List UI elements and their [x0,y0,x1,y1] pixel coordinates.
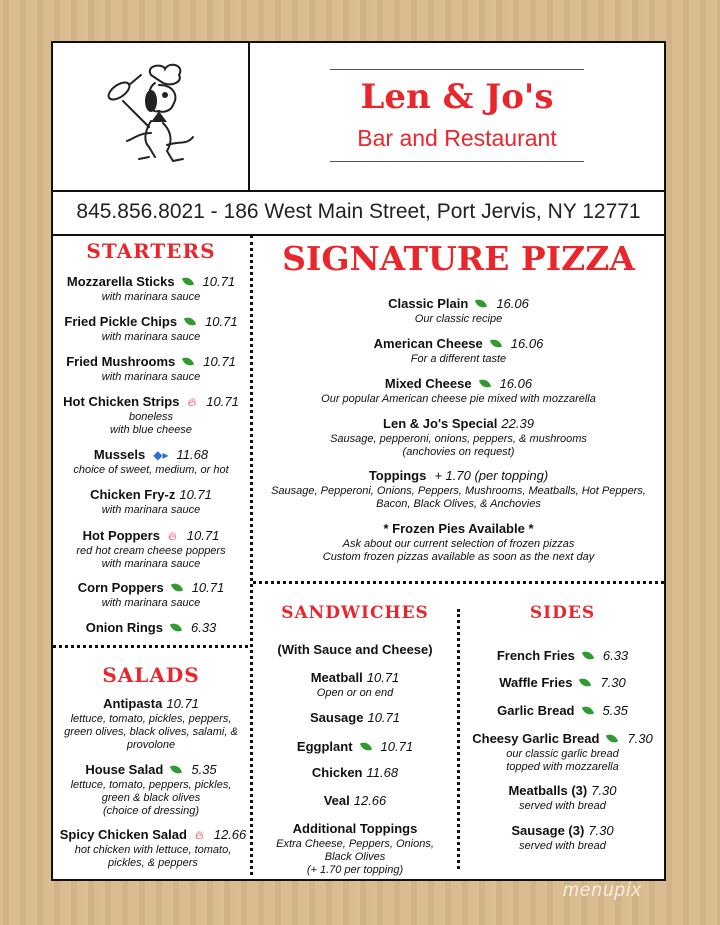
item-description: topped with mozzarella [506,761,619,773]
item-price: 6.33 [190,620,217,635]
item-description: with marinara sauce [101,371,201,383]
menu-item [253,792,457,810]
item-price: 6.33 [602,648,629,663]
menu-item [53,273,249,304]
leaf-icon [475,297,487,311]
menu-item [253,709,457,727]
title-area [250,43,664,190]
chef-dog-icon [93,61,203,171]
item-description: Bacon, Black Olives, & Anchovies [376,498,541,510]
fish-icon: ◆▸ [153,448,169,462]
menu-item [461,674,664,692]
flame-icon: 🔥︎ [194,828,204,842]
menu-item [253,295,664,326]
item-name: Additional Toppings [292,821,418,836]
menu-item [253,520,664,564]
item-description: green olives, black olives, salami, & [64,726,238,738]
item-description: served with bread [519,800,606,812]
item-price: 10.71 [202,274,236,289]
menu-item [253,669,457,700]
item-name: Meatball [310,670,363,685]
menu-item [253,467,664,511]
item-price: 5.35 [191,762,217,777]
logo-area [53,43,250,190]
item-name: Toppings [368,468,427,483]
item-name: Cheesy Garlic Bread [472,731,600,746]
menu-item [253,335,664,366]
menu-item [253,820,457,877]
item-description: lettuce, tomato, peppers, pickles, [70,779,232,791]
item-price: 16.06 [510,336,544,351]
section-divider [53,645,248,648]
leaf-icon [181,275,193,289]
item-price: 12.66 [213,827,247,842]
leaf-icon [170,763,182,777]
section-divider [253,581,664,584]
item-name: House Salad [85,762,164,777]
item-name: Spicy Chicken Salad [59,827,187,842]
leaf-icon [184,315,196,329]
item-price: 10.71 [205,314,238,329]
menu-page [51,41,666,881]
item-description: (anchovies on request) [402,446,515,458]
item-name: Chicken Fry-z [90,487,176,502]
item-price: 10.71 [206,394,239,409]
item-name: Hot Poppers [82,528,160,543]
item-name: Fried Pickle Chips [64,314,178,329]
pizza-title: SIGNATURE PIZZA [282,239,635,278]
menu-item [53,579,249,610]
menu-item [53,761,249,818]
flame-icon: 🔥︎ [167,529,177,543]
sides-title: SIDES [529,603,596,623]
item-description: Our popular American cheese pie mixed with mozzarella [321,393,596,405]
menu-item [461,822,664,853]
restaurant-name: Len & Jo's [360,77,554,117]
item-description: Extra Cheese, Peppers, Onions, [276,838,434,850]
item-name: Fried Mushrooms [66,354,176,369]
item-description: Our classic recipe [414,313,503,325]
sandwiches-note-text: (With Sauce and Cheese) [277,642,433,657]
item-price: 12.66 [353,793,387,808]
contact-bar: 845.856.8021 - 186 West Main Street, Port Jervis, NY 12771 [53,190,664,236]
item-description: Open or on end [316,687,394,699]
leaf-icon [581,704,593,718]
item-description: Sausage, Pepperoni, Onions, Peppers, Mushrooms, Meatballs, Hot Peppers, [271,485,646,497]
item-description: with marinara sauce [101,291,201,303]
item-name: Waffle Fries [499,675,573,690]
item-name: * Frozen Pies Available * [383,521,534,536]
item-name: Len & Jo's Special [383,416,498,431]
item-price: 10.71 [166,696,199,711]
item-description: served with bread [519,840,606,852]
menu-item [53,527,249,571]
item-price: 7.30 [600,675,626,690]
item-price: 10.71 [186,528,220,543]
item-description: (choice of dressing) [103,805,199,817]
item-price: 10.71 [203,354,236,369]
flame-icon: 🔥︎ [187,395,197,409]
menu-item [53,353,249,384]
item-price: 10.71 [191,580,225,595]
leaf-icon [579,676,591,690]
menu-item [253,375,664,406]
title-divider [330,69,584,70]
menu-item [253,738,457,756]
item-description: (+ 1.70 per topping) [306,864,404,876]
item-price: 7.30 [588,823,614,838]
item-description: Custom frozen pizzas available as soon as the next day [322,551,595,563]
item-description: with marinara sauce [101,558,201,570]
item-name: Sausage (3) [511,823,585,838]
item-name: Mussels [93,447,146,462]
item-price: 7.30 [627,731,653,746]
item-description: with marinara sauce [101,331,201,343]
item-description: red hot cream cheese poppers [76,545,226,557]
item-description: provolone [126,739,176,751]
menu-item [53,619,249,637]
item-name: Veal [323,793,350,808]
item-name: Eggplant [296,739,353,754]
column-divider [457,609,460,869]
item-price: 11.68 [366,765,399,780]
sandwiches-note [253,641,457,659]
salads-title: SALADS [102,663,200,687]
menu-item [461,730,664,774]
menu-item [53,313,249,344]
leaf-icon [606,732,618,746]
item-description: Black Olives [324,851,386,863]
title-divider [330,161,584,162]
item-name: Corn Poppers [77,580,164,595]
menu-item [53,446,249,477]
restaurant-subtitle: Bar and Restaurant [357,125,557,151]
item-name: Mixed Cheese [384,376,472,391]
item-price: + 1.70 (per topping) [434,468,549,483]
item-description: Sausage, pepperoni, onions, peppers, & mushrooms [330,433,587,445]
leaf-icon [170,581,182,595]
menu-item [53,486,249,517]
starters-title: STARTERS [86,239,216,263]
item-description: hot chicken with lettuce, tomato, [74,844,232,856]
leaf-icon [182,355,194,369]
item-name: Hot Chicken Strips [63,394,180,409]
item-name: French Fries [496,648,575,663]
item-description: lettuce, tomato, pickles, peppers, [70,713,232,725]
menu-item [53,695,249,752]
item-price: 10.71 [179,487,212,502]
item-name: Meatballs (3) [508,783,588,798]
leaf-icon [478,377,490,391]
item-name: Chicken [311,765,363,780]
menu-item [253,415,664,459]
item-description: choice of sweet, medium, or hot [73,464,229,476]
watermark: menupix [563,880,642,901]
item-description: Ask about our current selection of frozen pizzas [342,538,575,550]
item-name: Classic Plain [388,296,469,311]
item-description: For a different taste [410,353,507,365]
sandwiches-title: SANDWICHES [281,603,429,623]
item-price: 5.35 [602,703,628,718]
leaf-icon [582,649,594,663]
item-name: Antipasta [103,696,163,711]
item-price: 16.06 [499,376,533,391]
item-description: pickles, & peppers [108,857,198,869]
menu-item [253,764,457,782]
item-description: with marinara sauce [101,597,201,609]
menu-item [53,393,249,437]
item-price: 16.06 [496,296,529,311]
item-price: 22.39 [501,416,534,431]
item-price: 10.71 [380,739,414,754]
menu-item [461,782,664,813]
menu-item [461,647,664,665]
item-price: 10.71 [366,670,400,685]
item-description: green & black olives [101,792,201,804]
item-description: with marinara sauce [101,504,201,516]
leaf-icon [490,337,502,351]
item-name: Mozzarella Sticks [66,274,175,289]
item-name: American Cheese [373,336,483,351]
item-name: Garlic Bread [497,703,575,718]
menu-item [461,702,664,720]
item-description: our classic garlic bread [506,748,619,760]
item-name: Onion Rings [85,620,163,635]
item-description: with blue cheese [110,424,192,436]
leaf-icon [359,740,371,754]
item-price: 7.30 [591,783,617,798]
leaf-icon [170,621,182,635]
item-description: boneless [128,411,174,423]
item-name: Sausage [309,710,364,725]
item-price: 11.68 [176,447,209,462]
menu-item [53,826,253,870]
item-price: 10.71 [367,710,401,725]
